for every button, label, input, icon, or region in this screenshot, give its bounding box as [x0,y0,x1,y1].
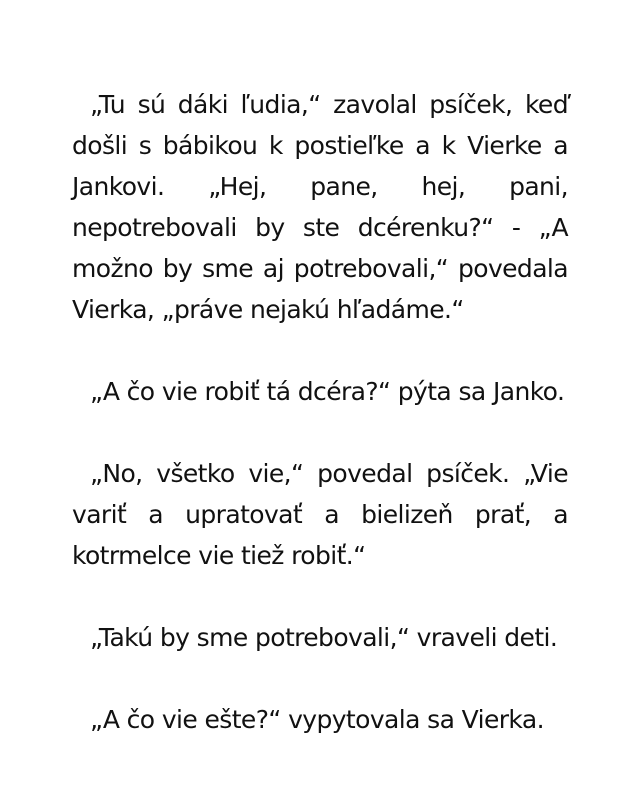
story-paragraph-5: „A čo vie ešte?“ vypytovala sa Vierka. [90,705,544,734]
story-paragraph-1: „Tu sú dáki ľudia,“ zavolal psíček, keď došli s bábikou k postieľke a k Vierke a Jankovi. „Hej, pane, hej, pani, nepotrebovali by ste dcérenku?“ - „A možno by sme aj potrebovali,“ povedala Vierka, „práve nejakú hľadáme.“ [72,90,568,324]
story-paragraph-2: „A čo vie robiť tá dcéra?“ pýta sa Janko. [90,377,565,406]
story-paragraph-4: „Takú by sme potrebovali,“ vraveli deti. [90,623,558,652]
story-page [72,84,568,740]
story-paragraph-3: „No, všetko vie,“ povedal psíček. „Vie variť a upratovať a bielizeň prať, a kotrmelce vie tiež robiť.“ [72,459,568,570]
